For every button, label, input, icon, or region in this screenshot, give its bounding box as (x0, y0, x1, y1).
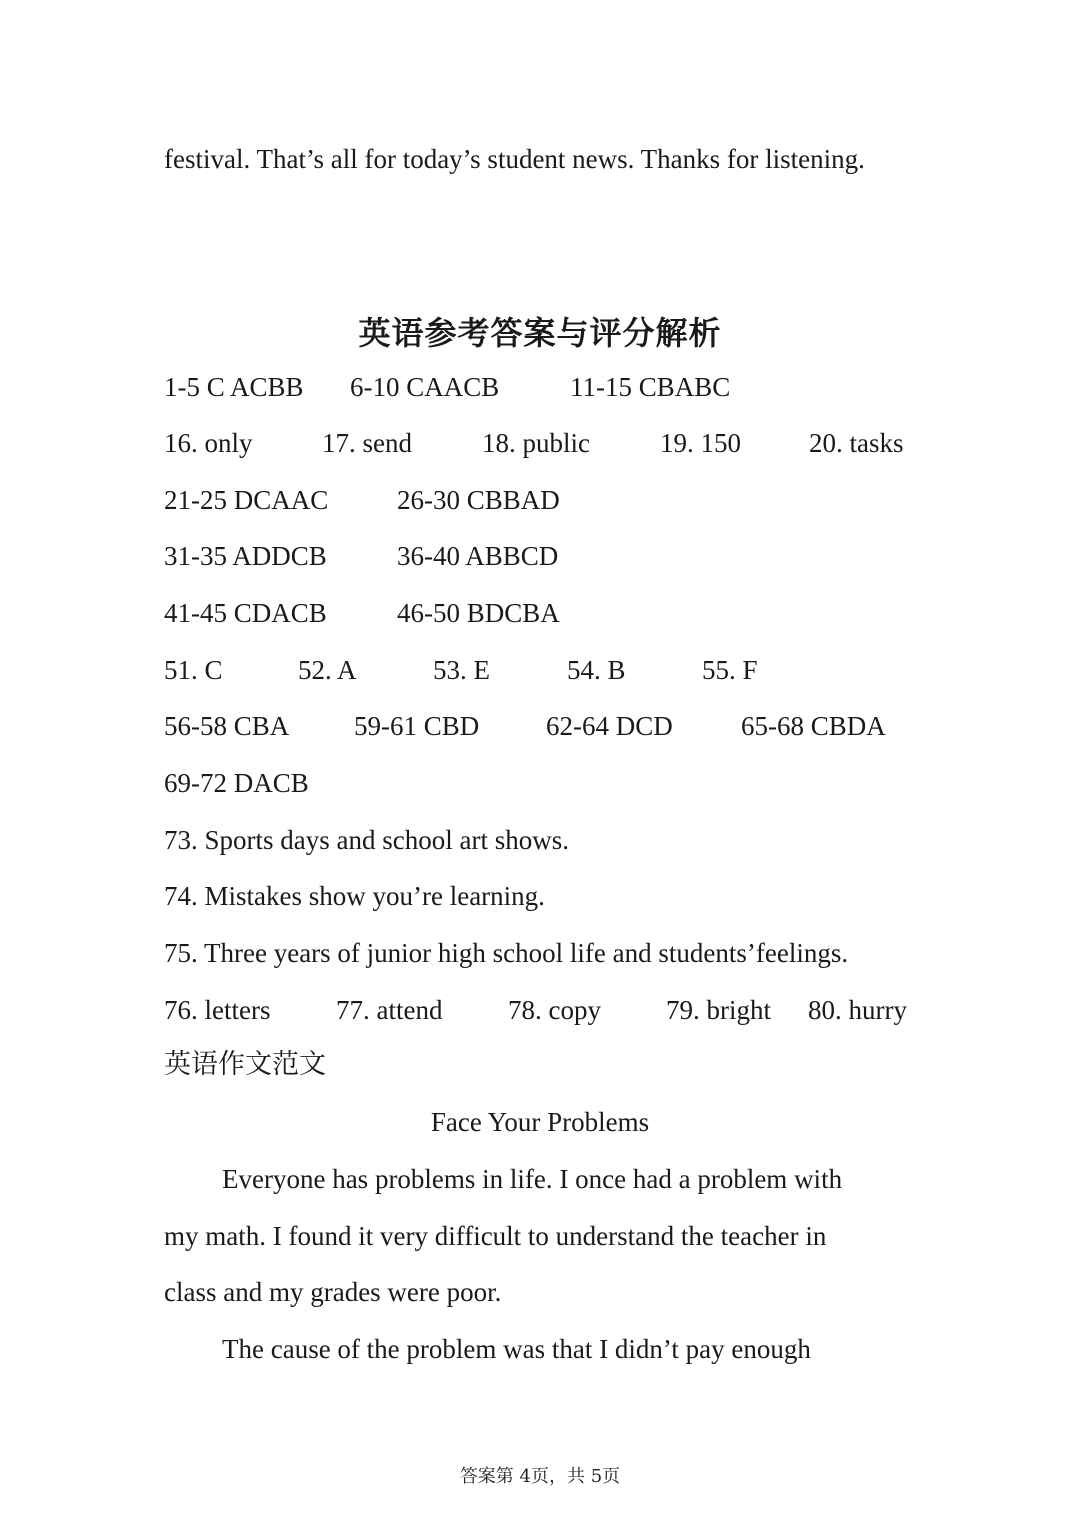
answer-group: 1-5 C ACBB (164, 372, 304, 402)
answer-group: 56-58 CBA (164, 711, 290, 741)
answer-item: 52. A (298, 655, 357, 685)
answer-item: 79. bright (666, 995, 771, 1025)
answer-item: 16. only (164, 428, 253, 458)
answer-group: 62-64 DCD (546, 711, 673, 741)
answer-group: 6-10 CAACB (350, 372, 500, 402)
answer-item: 20. tasks (809, 428, 904, 458)
intro-line: festival. That’s all for today’s student news. Thanks for listening. (164, 144, 865, 174)
answer-item: 78. copy (508, 995, 601, 1025)
answer-item: 18. public (482, 428, 590, 458)
essay-line: The cause of the problem was that I didn’t pay enough (222, 1334, 811, 1364)
page-footer: 答案第 4页，共 5页 (459, 1466, 621, 1487)
answer-item: 51. C (164, 655, 223, 685)
essay-title: Face Your Problems (430, 1107, 650, 1137)
answer-item: 54. B (567, 655, 626, 685)
answer-group: 31-35 ADDCB (164, 541, 327, 571)
answer-item: 76. letters (164, 995, 271, 1025)
answer-group: 21-25 DCAAC (164, 485, 329, 515)
answers-row-8: 69-72 DACB (164, 768, 309, 798)
section-title: 英语参考答案与评分解析 (358, 314, 722, 352)
answer-item: 55. F (702, 655, 758, 685)
essay-line: class and my grades were poor. (164, 1277, 502, 1307)
answer-group: 36-40 ABBCD (397, 541, 559, 571)
answer-group: 46-50 BDCBA (397, 598, 560, 628)
answer-73: 73. Sports days and school art shows. (164, 825, 569, 855)
essay-line: my math. I found it very difficult to understand the teacher in (164, 1221, 827, 1251)
answer-75: 75. Three years of junior high school life and students’feelings. (164, 938, 849, 968)
answer-item: 80. hurry (808, 995, 907, 1025)
answer-item: 53. E (433, 655, 490, 685)
answer-group: 59-61 CBD (354, 711, 480, 741)
answer-group: 26-30 CBBAD (397, 485, 560, 515)
answer-group: 11-15 CBABC (570, 372, 731, 402)
answer-group: 41-45 CDACB (164, 598, 327, 628)
essay-line: Everyone has problems in life. I once had a problem with (222, 1164, 843, 1194)
answer-group: 65-68 CBDA (741, 711, 886, 741)
answer-item: 77. attend (336, 995, 443, 1025)
answer-item: 19. 150 (660, 428, 741, 458)
answer-74: 74. Mistakes show you’re learning. (164, 881, 545, 911)
essay-heading: 英语作文范文 (164, 1049, 326, 1080)
answer-item: 17. send (322, 428, 412, 458)
